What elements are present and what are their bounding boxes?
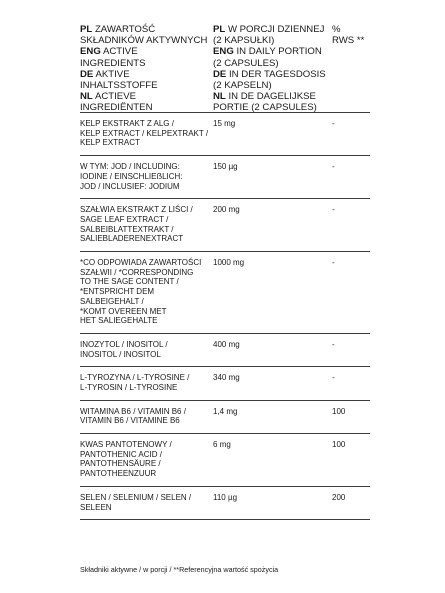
ingredient-name-line: L-TYROZYNA / L-TYROSINE / [80,373,190,383]
language-code: PL [80,24,93,35]
table-row [80,487,370,520]
ingredient-name-line: INOZYTOL / INOSITOL / [80,339,168,349]
table-row [80,113,370,156]
header-rws [332,24,372,46]
header-text: IN DAILY PORTION [236,46,322,58]
header-line [213,91,333,102]
ingredient-name-line: L-TYROSIN / L-TYROSINE [80,382,178,392]
language-code: ENG [213,46,234,58]
language-code: NL [213,91,226,103]
table-row [80,334,370,367]
ingredient-name-line: PANTOTHEENZUUR [80,469,157,479]
language-code: NL [80,91,93,103]
ingredient-name-line: KWAS PANTOTENOWY / [80,440,172,450]
ingredient-name-line: *ENTSPRICHT DEM [80,287,155,297]
header-rws-label: RWS ** [332,35,365,47]
ingredient-name [80,373,208,392]
header-line [80,46,215,57]
ingredient-name-line: IODINE / EINSCHLIEẞLICH: [80,171,183,181]
header-text: INGREDIENTS [80,57,146,69]
header-text: (2 KAPSELN) [213,80,272,92]
table-row [80,252,370,334]
header-rws-percent: % [332,24,341,35]
amount-value: 1000 mg [213,257,245,267]
ingredient-name-line: TO THE SAGE CONTENT / [80,277,179,287]
header-line [213,58,333,69]
amount-value: 150 µg [213,162,238,172]
ingredient-name-line: SELEEN [80,502,112,512]
header-text: (2 KAPSUŁKI) [213,35,275,47]
table-row [80,434,370,487]
ingredient-name [80,407,208,426]
ingredient-name-line: *KOMT OVEREEN MET [80,306,167,316]
ingredient-name-line: SZAŁWIA EKSTRAKT Z LIŚCI / [80,205,193,215]
rws-value: - [332,162,335,172]
table-body [80,112,370,520]
rws-value: - [332,373,335,383]
ingredient-name-line: VITAMIN B6 / VITAMINE B6 [80,416,180,426]
amount-value: 340 mg [213,373,240,383]
ingredient-name [80,205,208,244]
header-line [213,35,333,46]
ingredient-name-line: KELP EXTRACT / KELPEXTRAKT / [80,128,209,138]
header-line [80,24,215,35]
header-text: IN DER TAGESDOSIS [229,68,326,80]
header-text: ACTIVE [102,46,138,58]
amount-value: 15 mg [213,119,236,128]
header-daily-portion [213,24,333,114]
ingredient-name [80,493,208,512]
ingredient-name-line: SALIEBLADERENEXTRACT [80,234,184,244]
ingredient-name-line: KELP EXTRACT [80,138,140,148]
amount-value: 200 mg [213,205,240,215]
ingredient-name-line: KELP EKSTRAKT Z ALG / [80,119,174,128]
ingredient-name-line: W TYM: JOD / INCLUDING: [80,162,180,172]
header-text: W PORCJI DZIENNEJ [227,24,325,35]
ingredient-name [80,162,208,191]
amount-value: 6 mg [213,440,231,450]
ingredient-name-line: SZAŁWII / *CORRESPONDING [80,267,194,277]
header-line [213,69,333,80]
rws-value: - [332,205,335,215]
rws-value: 100 [332,406,346,416]
table-row [80,367,370,400]
ingredient-name-line: SALBEIGEHALT / [80,296,144,306]
table-header [80,24,370,112]
header-line [80,80,215,91]
rws-value: 200 [332,492,346,502]
ingredient-name-line: SELEN / SELENIUM / SELEN / [80,492,192,502]
rws-value: - [332,257,335,267]
header-line [213,46,333,57]
language-code: DE [80,68,94,80]
ingredient-name-line: WITAMINA B6 / VITAMIN B6 / [80,406,186,416]
ingredient-name [80,258,208,326]
nutrition-table [80,24,370,512]
language-code: DE [213,68,227,80]
amount-value: 400 mg [213,339,240,349]
header-text: AKTIVE [95,68,130,80]
ingredient-name-line: JOD / INCLUSIEF: JODIUM [80,181,180,191]
amount-value: 1,4 mg [213,406,238,416]
header-text: INHALTSSTOFFE [80,80,158,92]
header-text: SKŁADNIKÓW AKTYWNYCH [80,35,208,47]
table-row [80,156,370,199]
header-text: (2 CAPSULES) [213,57,279,69]
header-text: ZAWARTOŚĆ [94,24,156,35]
rws-value: 100 [332,440,346,450]
ingredient-name [80,440,208,479]
header-text: IN DE DAGELIJKSE [228,91,316,103]
header-line [213,80,333,91]
header-text: INGREDIËNTEN [80,102,153,114]
ingredient-name [80,340,208,359]
language-code: ENG [80,46,101,58]
ingredient-name-line: SAGE LEAF EXTRACT / [80,214,169,224]
ingredient-name-line: *CO ODPOWIADA ZAWARTOŚCI [80,257,202,267]
footnote: Składniki aktywne / w porcji / **Referencyjna wartość spożycia [80,565,279,574]
table-row [80,401,370,434]
header-line [80,58,215,69]
ingredient-name [80,119,208,148]
language-code: PL [213,24,226,35]
ingredient-name-line: INOSITOL / INOSITOL [80,349,161,359]
table-row [80,199,370,252]
ingredient-name-line: PANTOTHENIC ACID / [80,449,162,459]
header-line [80,35,215,46]
header-ingredients [80,24,215,114]
rws-value: - [332,339,335,349]
header-line [213,24,333,35]
rws-value: - [332,119,335,128]
ingredient-name-line: PANTOTHENSÄURE / [80,459,161,469]
header-line [80,91,215,102]
header-text: ACTIEVE [94,91,136,103]
header-text: PORTIE (2 CAPSULES) [213,102,317,114]
header-line [80,69,215,80]
amount-value: 110 µg [213,492,238,502]
ingredient-name-line: HET SALIEGEHALTE [80,316,158,326]
ingredient-name-line: SALBEIBLATTEXTRAKT / [80,224,174,234]
